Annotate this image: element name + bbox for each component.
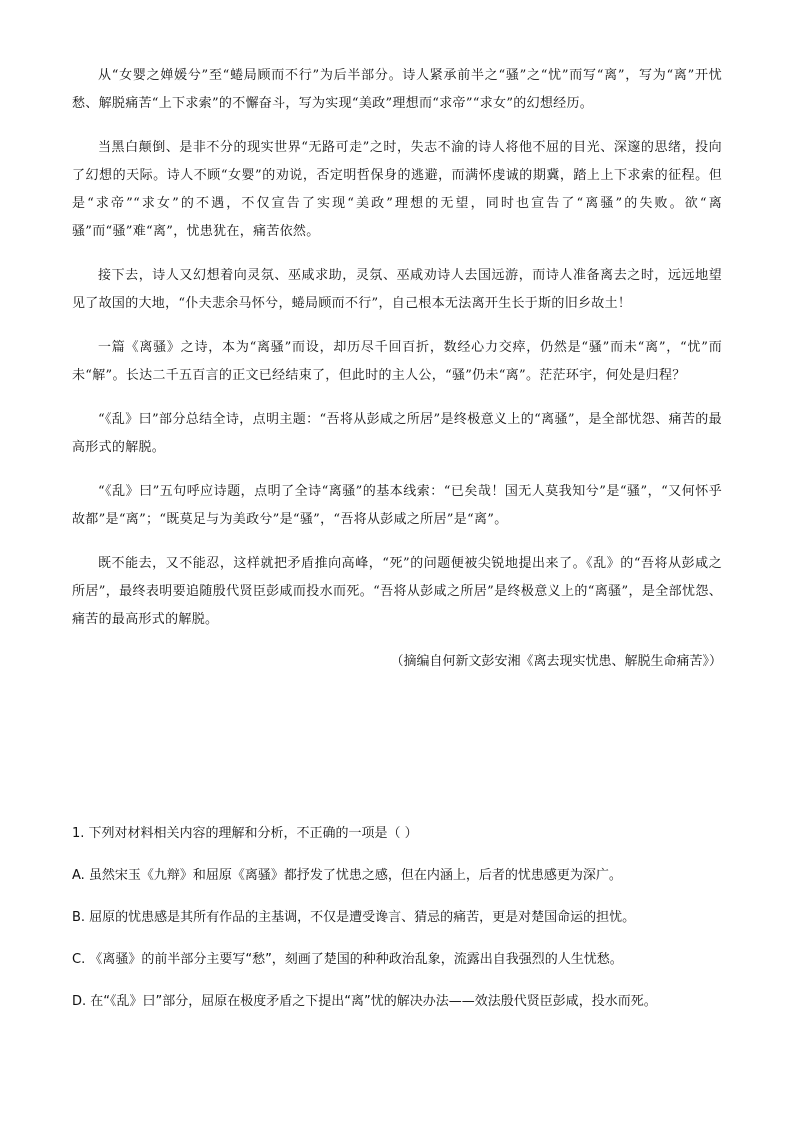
- option-c: C. 《离骚》的前半部分主要写“愁”，刻画了楚国的种种政治乱象，流露出自我强烈的人生忧愁。: [72, 952, 623, 967]
- passage-paragraph-6: “《乱》曰”五句呼应诗题，点明了全诗“离骚”的基本线索：“已矣哉！国无人莫我知兮”是“骚”，“又何怀乎故都”是“离”；“既莫足与为美政兮”是“骚”，“吾将从彭咸之所居”是“离”。: [72, 484, 722, 527]
- passage-paragraph-5: “《乱》曰”部分总结全诗，点明主题：“吾将从彭咸之所居”是终极意义上的“离骚”，是全部忧怨、痛苦的最高形式的解脱。: [72, 412, 722, 455]
- question-block: [72, 820, 722, 1030]
- option-a: A. 虽然宋玉《九辩》和屈原《离骚》都抒发了忧患之感，但在内涵上，后者的忧患感更为深广。: [72, 868, 622, 883]
- option-d: D. 在“《乱》曰”部分，屈原在极度矛盾之下提出“离”忧的解决办法——效法殷代贤臣彭咸，投水而死。: [72, 994, 657, 1009]
- passage-paragraph-2: 当黑白颠倒、是非不分的现实世界“无路可走”之时，失志不渝的诗人将他不屈的目光、深邃的思绪，投向了幻想的天际。诗人不顾“女婴”的劝说，否定明哲保身的逃避，而满怀虔诚的期冀，踏上上下求索的征程。但是“求帝”“求女”的不遇，不仅宣告了实现“美政”理想的无望，同时也宣告了“离骚”的失败。欲“离骚”而“骚”难“离”，忧患犹在，痛苦依然。: [72, 140, 722, 239]
- passage-paragraph-3: 接下去，诗人又幻想着向灵氛、巫咸求助，灵氛、巫咸劝诗人去国远游，而诗人准备离去之时，远远地望见了故国的大地，“仆夫悲余马怀兮，蜷局顾而不行”，自己根本无法离开生长于斯的旧乡故土！: [72, 268, 722, 311]
- option-b: B. 屈原的忧患感是其所有作品的主基调，不仅是遭受谗言、猜忌的痛苦，更是对楚国命运的担忧。: [72, 910, 636, 925]
- passage-paragraph-7: 既不能去，又不能忍，这样就把矛盾推向高峰，“死”的问题便被尖锐地提出来了。《乱》的“吾将从彭咸之所居”，最终表明要追随殷代贤臣彭咸而投水而死。“吾将从彭咸之所居”是终极意义上的“离骚”，是全部忧怨、痛苦的最高形式的解脱。: [72, 556, 722, 627]
- reading-passage: [72, 62, 722, 674]
- passage-paragraph-4: 一篇《离骚》之诗，本为“离骚”而设，却历尽千回百折，数经心力交瘁，仍然是“骚”而未“离”，“忧”而未“解”。长达二千五百言的正文已经结束了，但此时的主人公，“骚”仍未“离”。茫茫环宇，何处是归程？: [72, 340, 722, 383]
- passage-paragraph-1: 从“女婴之婵媛兮”至“蜷局顾而不行”为后半部分。诗人紧承前半之“骚”之“忧”而写“离”，写为“离”开忧愁、解脱痛苦“上下求索”的不懈奋斗，写为实现“美政”理想而“求帝”“求女”的幻想经历。: [72, 68, 722, 111]
- passage-source: （摘编自何新文彭安湘《离去现实忧患、解脱生命痛苦》）: [390, 654, 722, 669]
- question-stem: 1. 下列对材料相关内容的理解和分析，不正确的一项是（ ）: [72, 826, 418, 841]
